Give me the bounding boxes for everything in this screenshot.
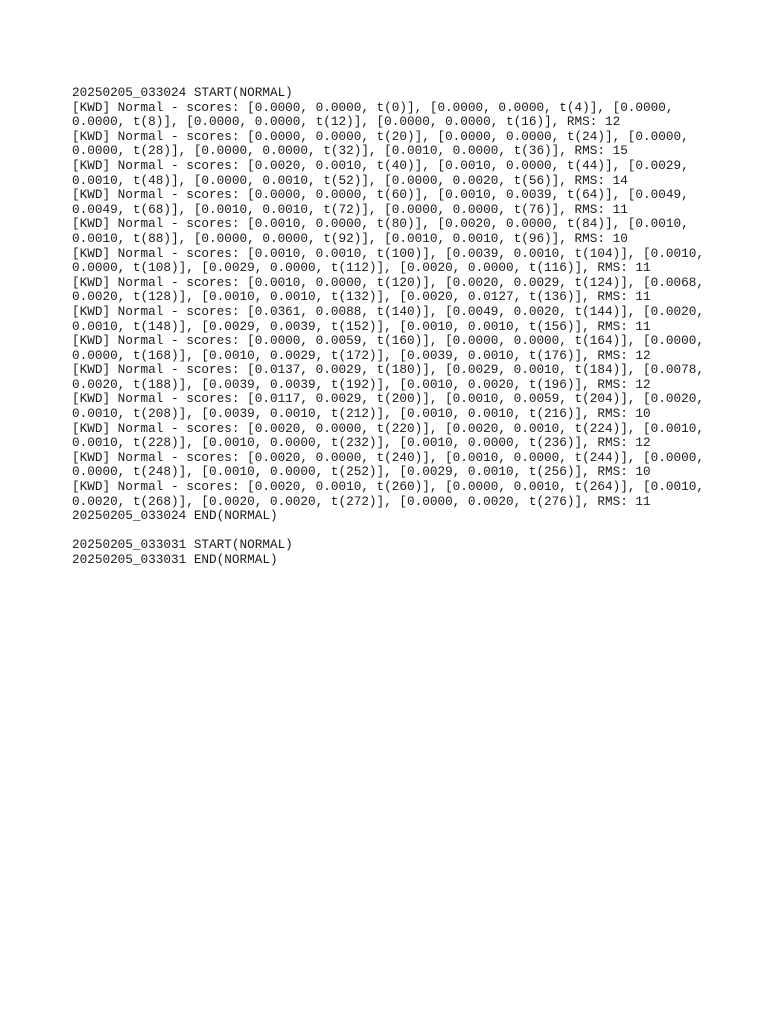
log-line: 0.0049, t(68)], [0.0010, 0.0010, t(72)], [0.0000, 0.0000, t(76)], RMS: 11 [72, 201, 628, 217]
log-line: [KWD] Normal - scores: [0.0361, 0.0088, t(140)], [0.0049, 0.0020, t(144)], [0.0020, [72, 303, 704, 319]
log-line: 0.0000, t(248)], [0.0010, 0.0000, t(252)], [0.0029, 0.0010, t(256)], RMS: 10 [72, 464, 651, 480]
log-line: 0.0000, t(168)], [0.0010, 0.0029, t(172)], [0.0039, 0.0010, t(176)], RMS: 12 [72, 347, 651, 363]
log-line: 0.0020, t(268)], [0.0020, 0.0020, t(272)], [0.0000, 0.0020, t(276)], RMS: 11 [72, 493, 651, 509]
log-line: [KWD] Normal - scores: [0.0020, 0.0000, t(240)], [0.0010, 0.0000, t(244)], [0.0000, [72, 449, 704, 465]
log-line: [KWD] Normal - scores: [0.0010, 0.0000, t(120)], [0.0020, 0.0029, t(124)], [0.0068, [72, 274, 704, 290]
session-start-line: 20250205_033024 START(NORMAL) [72, 85, 293, 100]
log-line: [KWD] Normal - scores: [0.0000, 0.0000, t(20)], [0.0000, 0.0000, t(24)], [0.0000, [72, 128, 689, 144]
log-line: [KWD] Normal - scores: [0.0000, 0.0059, t(160)], [0.0000, 0.0000, t(164)], [0.0000, [72, 333, 704, 349]
blank-line [72, 524, 712, 539]
log-line: [KWD] Normal - scores: [0.0117, 0.0029, t(200)], [0.0010, 0.0059, t(204)], [0.0020, [72, 391, 704, 407]
log-line: 0.0010, t(208)], [0.0039, 0.0010, t(212)], [0.0010, 0.0010, t(216)], RMS: 10 [72, 406, 651, 422]
session-end-line: 20250205_033024 END(NORMAL) [72, 508, 278, 524]
log-line: 0.0000, t(108)], [0.0029, 0.0000, t(112)], [0.0020, 0.0000, t(116)], RMS: 11 [72, 260, 651, 276]
score-lines [72, 101, 712, 510]
log-line: [KWD] Normal - scores: [0.0137, 0.0029, t(180)], [0.0029, 0.0010, t(184)], [0.0078, [72, 362, 704, 378]
log-line: [KWD] Normal - scores: [0.0000, 0.0000, t(60)], [0.0010, 0.0039, t(64)], [0.0049, [72, 187, 689, 203]
session-start-line: 20250205_033031 START(NORMAL) [72, 537, 293, 553]
log-line: 0.0020, t(188)], [0.0039, 0.0039, t(192)], [0.0010, 0.0020, t(196)], RMS: 12 [72, 376, 651, 392]
log-line: [KWD] Normal - scores: [0.0010, 0.0000, t(80)], [0.0020, 0.0000, t(84)], [0.0010, [72, 216, 689, 232]
log-line: 0.0010, t(228)], [0.0010, 0.0000, t(232)], [0.0010, 0.0000, t(236)], RMS: 12 [72, 435, 651, 451]
log-line: 0.0020, t(128)], [0.0010, 0.0010, t(132)], [0.0020, 0.0127, t(136)], RMS: 11 [72, 289, 651, 305]
log-line: 0.0010, t(88)], [0.0000, 0.0000, t(92)], [0.0010, 0.0010, t(96)], RMS: 10 [72, 230, 628, 246]
log-line: [KWD] Normal - scores: [0.0020, 0.0010, t(260)], [0.0000, 0.0010, t(264)], [0.0010, [72, 479, 704, 495]
session-end-line: 20250205_033031 END(NORMAL) [72, 552, 278, 567]
log-document [72, 86, 712, 568]
log-line: [KWD] Normal - scores: [0.0010, 0.0010, t(100)], [0.0039, 0.0010, t(104)], [0.0010, [72, 245, 704, 261]
log-line: 0.0000, t(8)], [0.0000, 0.0000, t(12)], [0.0000, 0.0000, t(16)], RMS: 12 [72, 114, 621, 130]
log-line: [KWD] Normal - scores: [0.0020, 0.0000, t(220)], [0.0020, 0.0010, t(224)], [0.0010, [72, 420, 704, 436]
log-line: 0.0010, t(148)], [0.0029, 0.0039, t(152)], [0.0010, 0.0010, t(156)], RMS: 11 [72, 318, 651, 334]
log-line: 0.0000, t(28)], [0.0000, 0.0000, t(32)], [0.0010, 0.0000, t(36)], RMS: 15 [72, 143, 628, 159]
log-line: [KWD] Normal - scores: [0.0020, 0.0010, t(40)], [0.0010, 0.0000, t(44)], [0.0029, [72, 157, 689, 173]
log-line: 0.0010, t(48)], [0.0000, 0.0010, t(52)], [0.0000, 0.0020, t(56)], RMS: 14 [72, 172, 628, 188]
log-line: [KWD] Normal - scores: [0.0000, 0.0000, t(0)], [0.0000, 0.0000, t(4)], [0.0000, [72, 99, 674, 115]
